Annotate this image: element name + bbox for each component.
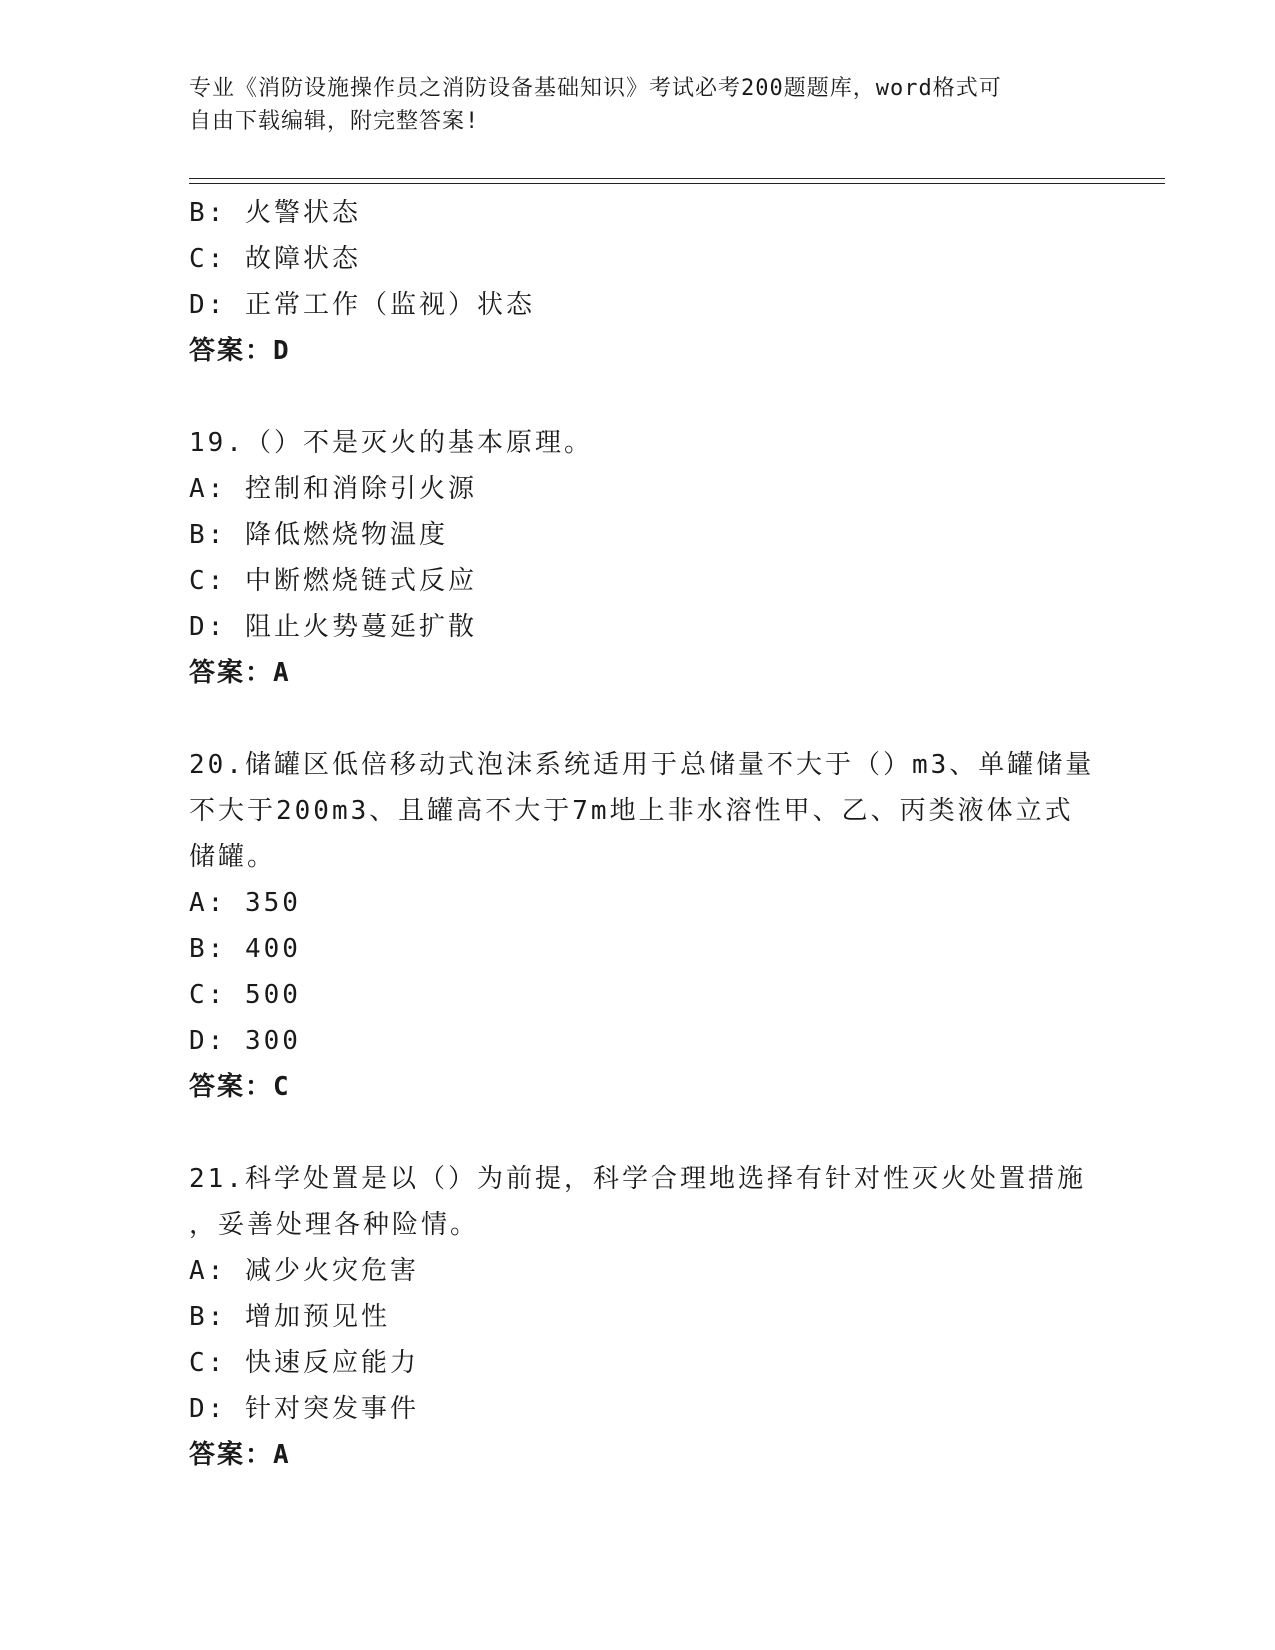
option-d: D: 正常工作（监视）状态 xyxy=(189,290,535,320)
option-c: C: 故障状态 xyxy=(189,244,361,274)
answer-line: 答案：A xyxy=(189,658,291,688)
question-text-line-1: 20.储罐区低倍移动式泡沫系统适用于总储量不大于（）m3、单罐储量 xyxy=(189,750,1095,780)
option-c: C: 500 xyxy=(189,980,301,1010)
spacer xyxy=(189,1110,1089,1156)
answer-line: 答案：C xyxy=(189,1072,291,1102)
option-d: D: 阻止火势蔓延扩散 xyxy=(189,612,477,642)
question-list xyxy=(189,190,1095,1478)
option-c: C: 快速反应能力 xyxy=(189,1348,419,1378)
option-d: D: 针对突发事件 xyxy=(189,1394,419,1424)
header-line-2: 自由下载编辑，附完整答案! xyxy=(189,109,480,134)
spacer xyxy=(189,696,1089,742)
option-b: B: 400 xyxy=(189,934,301,964)
question-20 xyxy=(189,742,1095,1110)
option-b: B: 降低燃烧物温度 xyxy=(189,520,448,550)
option-a: A: 减少火灾危害 xyxy=(189,1256,419,1286)
option-c: C: 中断燃烧链式反应 xyxy=(189,566,477,596)
question-18-continued xyxy=(189,190,1089,374)
header-divider xyxy=(189,178,1165,184)
answer-line: 答案：A xyxy=(189,1440,291,1470)
question-text: 19.（）不是灭火的基本原理。 xyxy=(189,428,593,458)
question-19 xyxy=(189,420,1089,696)
answer-line: 答案：D xyxy=(189,336,291,366)
question-text-line-2: 不大于200m3、且罐高不大于7m地上非水溶性甲、乙、丙类液体立式 xyxy=(189,796,1074,826)
spacer xyxy=(189,374,1089,420)
question-text-line-3: 储罐。 xyxy=(189,842,277,872)
question-text-line-2: ，妥善处理各种险情。 xyxy=(189,1210,480,1240)
header-line-1: 专业《消防设施操作员之消防设备基础知识》考试必考200题题库，word格式可 xyxy=(189,76,1002,101)
option-a: A: 350 xyxy=(189,888,301,918)
option-b: B: 增加预见性 xyxy=(189,1302,390,1332)
question-text-line-1: 21.科学处置是以（）为前提，科学合理地选择有针对性灭火处置措施 xyxy=(189,1164,1086,1194)
option-d: D: 300 xyxy=(189,1026,301,1056)
option-a: A: 控制和消除引火源 xyxy=(189,474,477,504)
question-21 xyxy=(189,1156,1089,1478)
document-header xyxy=(189,72,1089,138)
option-b: B: 火警状态 xyxy=(189,198,361,228)
